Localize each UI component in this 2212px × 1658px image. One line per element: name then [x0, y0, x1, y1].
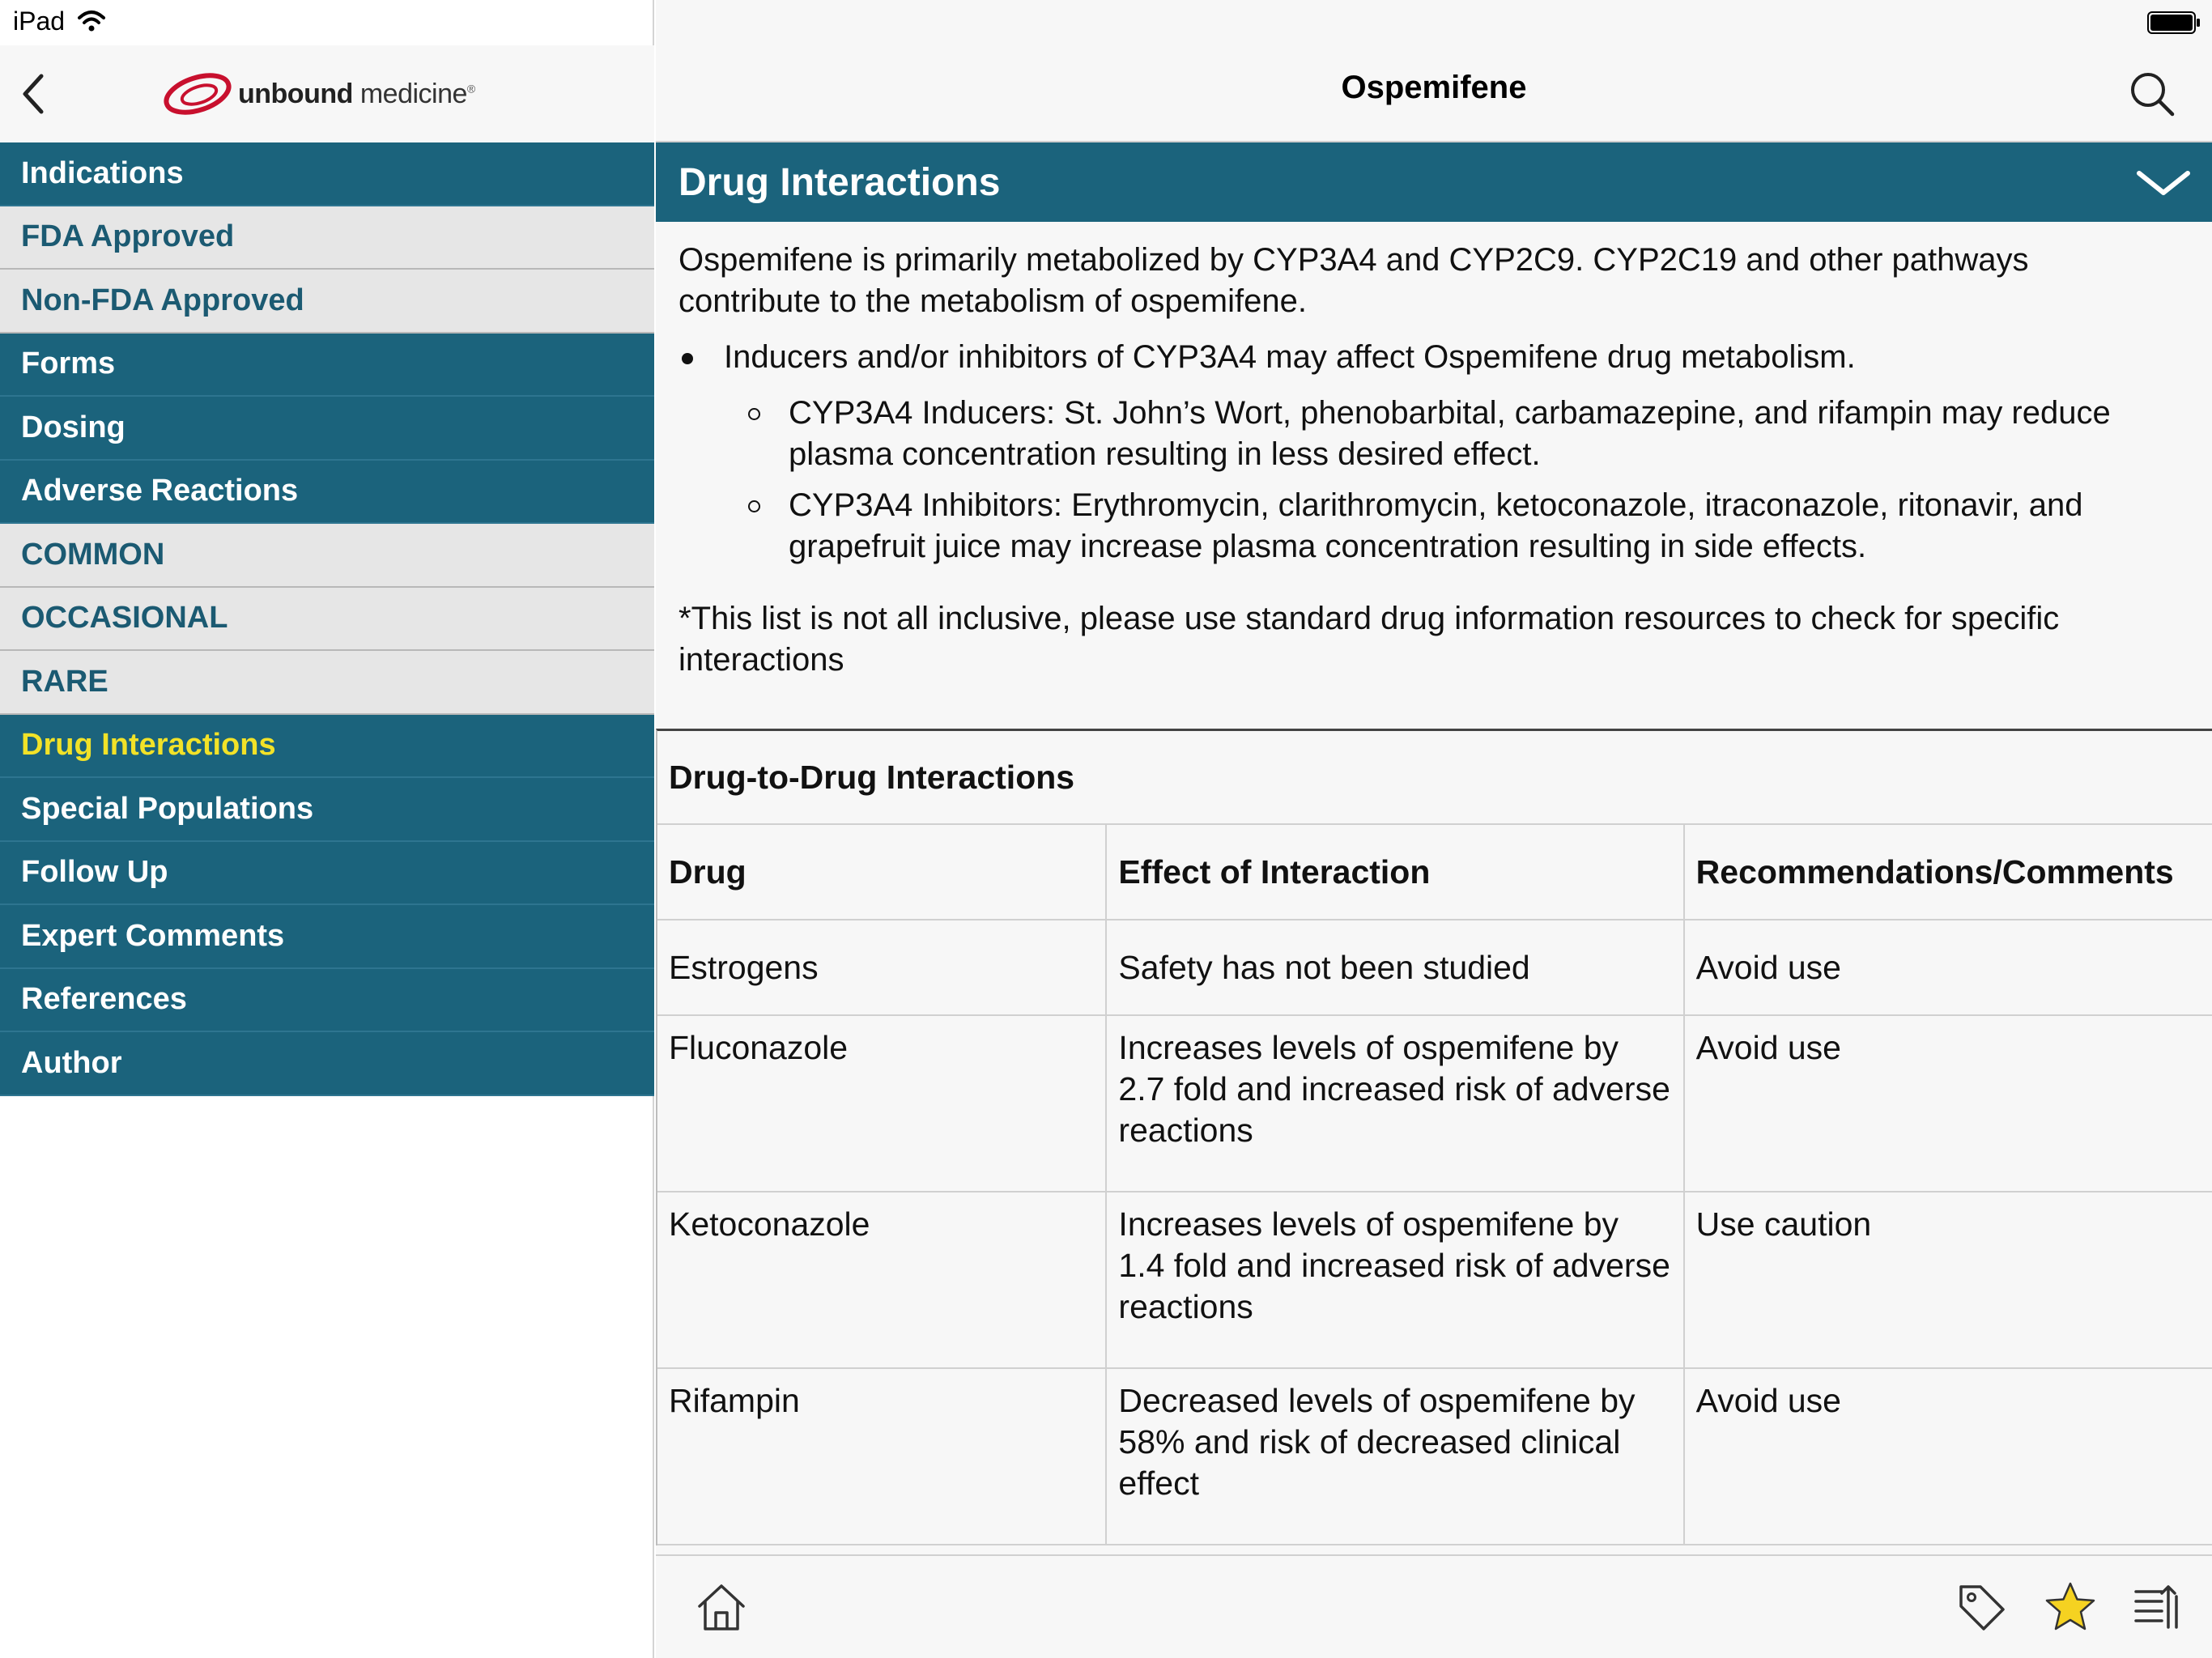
- sidebar-item-fda-approved[interactable]: FDA Approved: [0, 206, 654, 270]
- table-cell-effect: Increases levels of ospemifene by 1.4 fold and increased risk of adverse reactions: [1107, 1192, 1684, 1367]
- sidebar-item-forms[interactable]: Forms: [0, 334, 654, 397]
- sidebar-item-follow-up[interactable]: Follow Up: [0, 842, 654, 906]
- column-header-drug: Drug: [657, 825, 1107, 919]
- main-header: [656, 45, 2212, 142]
- sidebar-item-dosing[interactable]: Dosing: [0, 397, 654, 461]
- intro-paragraph: Ospemifene is primarily metabolized by CYP3A4 and CYP2C9. CYP2C19 and other pathways contribute to the metabolism of ospemifene.: [678, 242, 2029, 319]
- star-icon: [2044, 1580, 2097, 1634]
- section-title: Drug Interactions: [678, 160, 1001, 204]
- status-bar: [0, 0, 2212, 45]
- column-header-recommendations: Recommendations/Comments: [1695, 852, 2174, 891]
- back-chevron-icon: [20, 73, 45, 115]
- table-cell-drug: Estrogens: [657, 920, 1107, 1014]
- sidebar-item-rare[interactable]: RARE: [0, 651, 654, 715]
- sidebar: [0, 0, 654, 1658]
- footnote: *This list is not all inclusive, please use standard drug information resources to check for specific interactions: [678, 601, 2060, 678]
- table-of-contents-button[interactable]: [2131, 1580, 2184, 1634]
- sub-list-item: [678, 485, 2175, 568]
- sidebar-header: [0, 45, 654, 142]
- sub-bullet-list: [678, 393, 2175, 568]
- back-button[interactable]: [13, 63, 52, 125]
- list-item: [678, 337, 2175, 378]
- table-cell-recommendation: Avoid use: [1695, 1382, 1841, 1419]
- main-content: [656, 0, 2212, 1658]
- sub-bullet-dot: [748, 500, 760, 512]
- unbound-medicine-logo: [160, 68, 475, 120]
- table-cell-effect: Decreased levels of ospemifene by 58% and risk of decreased clinical effect: [1107, 1369, 1684, 1544]
- table-row: [657, 1192, 2212, 1369]
- sidebar-item-common[interactable]: COMMON: [0, 524, 654, 588]
- table-cell-drug: Ketoconazole: [657, 1192, 1107, 1367]
- table-row: [657, 920, 2212, 1016]
- logo-swoosh-icon: [160, 68, 238, 120]
- tag-icon: [1955, 1580, 2008, 1634]
- section-body: [656, 222, 2212, 681]
- search-icon: [2128, 70, 2176, 118]
- toc-icon: [2131, 1580, 2184, 1634]
- bullet-list: [678, 337, 2175, 568]
- column-header-effect: Effect of Interaction: [1107, 825, 1684, 919]
- sidebar-item-author[interactable]: Author: [0, 1032, 654, 1096]
- search-button[interactable]: [2128, 70, 2176, 118]
- favorite-button[interactable]: [2044, 1580, 2097, 1634]
- table-caption: Drug-to-Drug Interactions: [657, 731, 2212, 825]
- table-header-row: [657, 825, 2212, 920]
- table-cell-effect: Safety has not been studied: [1107, 920, 1684, 1014]
- table-cell-drug: Rifampin: [657, 1369, 1107, 1544]
- bottom-toolbar: [656, 1554, 2212, 1658]
- chevron-down-icon: [2136, 167, 2191, 199]
- table-row: [657, 1016, 2212, 1192]
- home-button[interactable]: [695, 1580, 748, 1634]
- tag-button[interactable]: [1955, 1580, 2008, 1634]
- sub-bullet-text: CYP3A4 Inducers: St. John’s Wort, phenobarbital, carbamazepine, and rifampin may reduce plasma concentration resulting in less desired effect.: [789, 395, 2111, 472]
- table-cell-recommendation: Use caution: [1695, 1205, 1872, 1243]
- table-cell-effect: Increases levels of ospemifene by 2.7 fold and increased risk of adverse reactions: [1107, 1016, 1684, 1191]
- table-row: [657, 1369, 2212, 1545]
- sidebar-item-expert-comments[interactable]: Expert Comments: [0, 905, 654, 969]
- sidebar-nav: [0, 142, 654, 1096]
- sidebar-item-drug-interactions[interactable]: Drug Interactions: [0, 715, 654, 779]
- sidebar-item-references[interactable]: References: [0, 969, 654, 1033]
- sub-list-item: [678, 393, 2175, 475]
- sidebar-item-special-populations[interactable]: Special Populations: [0, 778, 654, 842]
- logo-wordmark: unbound medicine®: [238, 78, 475, 109]
- sub-bullet-text: CYP3A4 Inhibitors: Erythromycin, clarithromycin, ketoconazole, itraconazole, ritonavir, and grapefruit juice may increase plasma concentration resulting in side effects.: [789, 487, 2083, 564]
- sidebar-item-indications[interactable]: Indications: [0, 142, 654, 206]
- bullet-text: Inducers and/or inhibitors of CYP3A4 may affect Ospemifene drug metabolism.: [724, 339, 1856, 375]
- section-header-drug-interactions[interactable]: [656, 142, 2212, 222]
- drug-interactions-table: [656, 729, 2212, 1545]
- sidebar-item-non-fda-approved[interactable]: Non-FDA Approved: [0, 270, 654, 334]
- wifi-icon: [78, 10, 105, 32]
- sub-bullet-dot: [748, 408, 760, 420]
- table-cell-drug: Fluconazole: [657, 1016, 1107, 1191]
- table-cell-recommendation: Avoid use: [1695, 1029, 1841, 1066]
- bullet-dot: [682, 353, 693, 364]
- sidebar-item-occasional[interactable]: OCCASIONAL: [0, 588, 654, 652]
- device-name: iPad: [13, 6, 66, 36]
- sidebar-item-adverse-reactions[interactable]: Adverse Reactions: [0, 461, 654, 525]
- home-icon: [695, 1580, 748, 1634]
- battery-icon: [2147, 11, 2201, 34]
- table-cell-recommendation: Avoid use: [1695, 948, 1841, 986]
- page-title: Ospemifene: [1341, 70, 1527, 105]
